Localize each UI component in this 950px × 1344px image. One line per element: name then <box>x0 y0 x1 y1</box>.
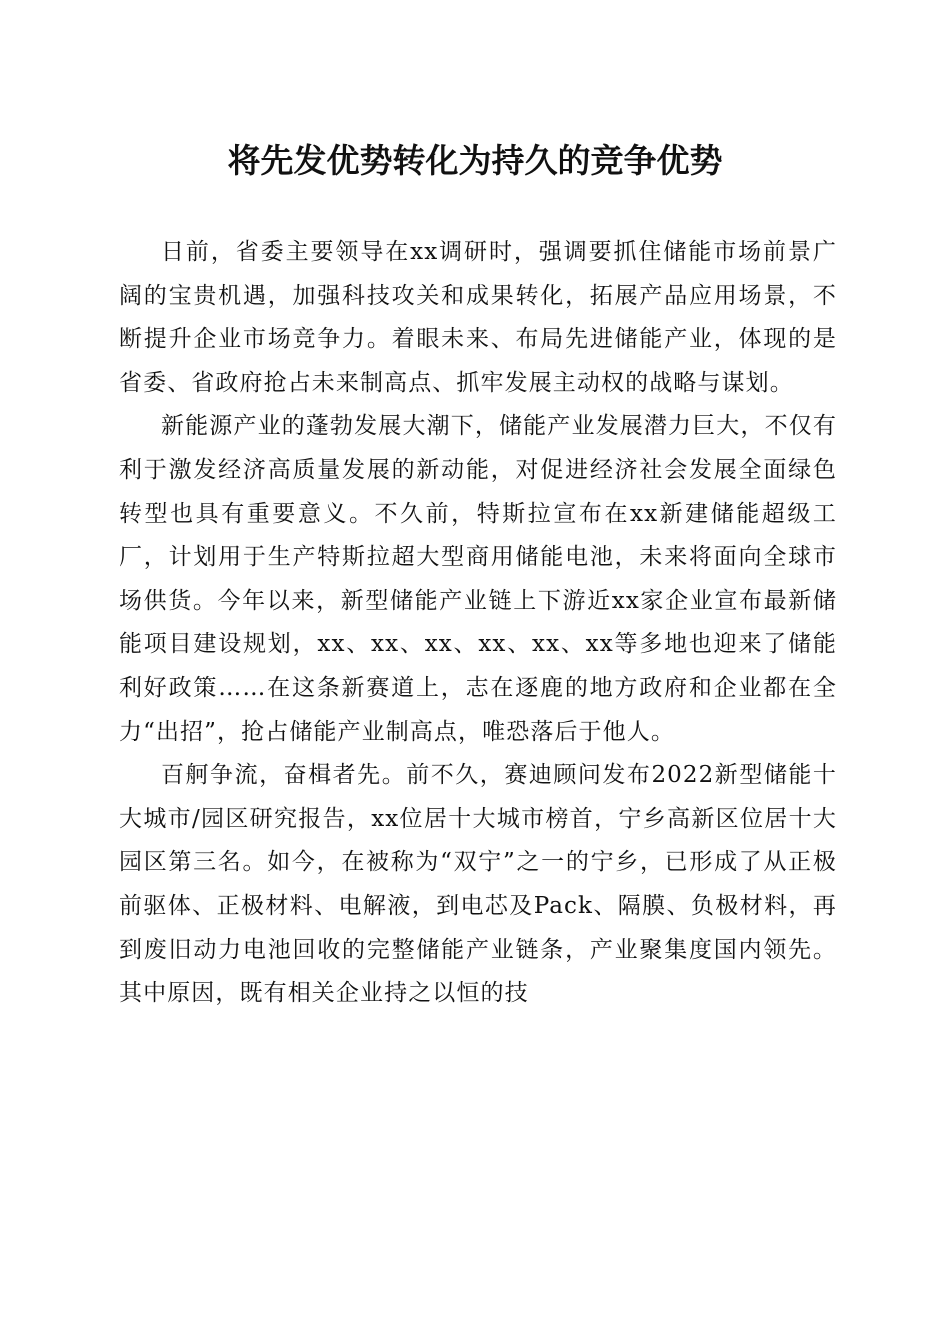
paragraph-1: 日前，省委主要领导在xx调研时，强调要抓住储能市场前景广阔的宝贵机遇，加强科技攻关和成果转化，拓展产品应用场景，不断提升企业市场竞争力。着眼未来、布局先进储能产业，体现的是省委、省政府抢占未来制高点、抓牢发展主动权的战略与谋划。 <box>119 239 837 396</box>
document-title: 将先发优势转化为持久的竞争优势 <box>227 141 723 180</box>
paragraph-3: 百舸争流，奋楫者先。前不久，赛迪顾问发布2022新型储能十大城市/园区研究报告，xx位居十大城市榜首，宁乡高新区位居十大园区第三名。如今，在被称为“双宁”之一的宁乡，已形成了从正极前驱体、正极材料、电解液，到电芯及Pack、隔膜、负极材料，再到废旧动力电池回收的完整储能产业链条，产业聚集度国内领先。其中原因，既有相关企业持之以恒的技 <box>119 762 837 1007</box>
document-body <box>119 231 837 1016</box>
paragraph-2: 新能源产业的蓬勃发展大潮下，储能产业发展潜力巨大，不仅有利于激发经济高质量发展的新动能，对促进经济社会发展全面绿色转型也具有重要意义。不久前，特斯拉宣布在xx新建储能超级工厂，计划用于生产特斯拉超大型商用储能电池，未来将面向全球市场供货。今年以来，新型储能产业链上下游近xx家企业宣布最新储能项目建设规划，xx、xx、xx、xx、xx、xx等多地也迎来了储能利好政策……在这条新赛道上，志在逐鹿的地方政府和企业都在全力“出招”，抢占储能产业制高点，唯恐落后于他人。 <box>119 413 837 745</box>
